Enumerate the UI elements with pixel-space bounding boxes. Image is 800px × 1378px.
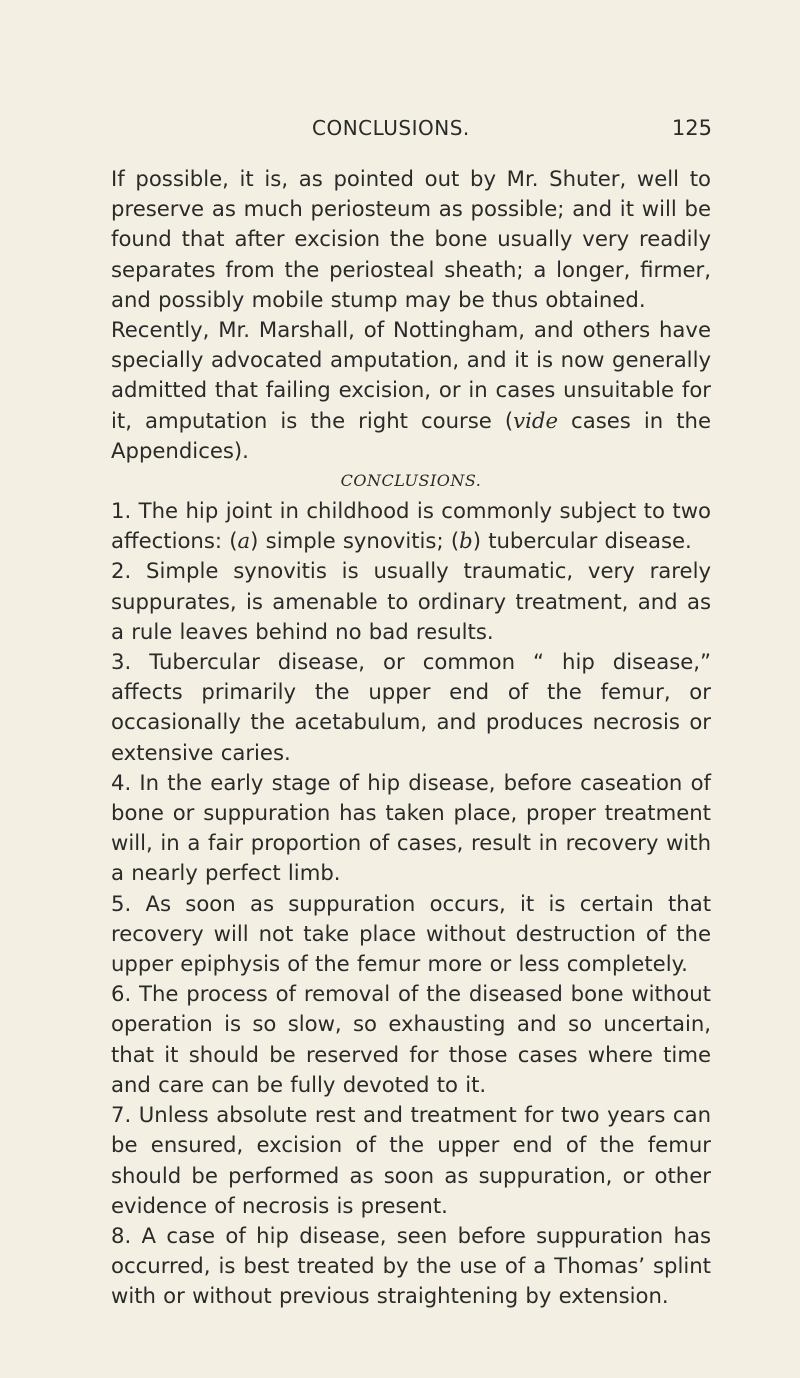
running-head: CONCLUSIONS.	[312, 116, 470, 140]
paragraph-amputation-text: Recently, Mr. Marshall, of Nottingham, and others have specially advocated amputation, and it is now generally admitted that failing excision, or in cases unsuitable for it, amputation is the right course (	[111, 317, 711, 433]
paragraph-periosteum: If possible, it is, as pointed out by Mr. Shuter, well to preserve as much periosteum as possible; and it will be found that after excision the bone usually very readily separates from the periosteal sheath; a longer, firmer, and possibly mobile stump may be thus obtained.	[111, 166, 711, 312]
conclusion-1-text: 1. The hip joint in childhood is commonly subject to two affections: (	[111, 498, 711, 554]
vide-italic: vide	[513, 407, 559, 433]
letter-b: b	[459, 528, 473, 554]
conclusion-3: 3. Tubercular disease, or common “ hip disease,” affects primarily the upper end of the femur, or occasionally the acetabulum, and produces necrosis or extensive caries.	[111, 649, 711, 765]
page-header	[112, 116, 712, 146]
paragraph-amputation-end: cases in the Appendices).	[111, 407, 711, 463]
paragraph-amputation	[111, 315, 711, 466]
conclusion-1-end: ) tubercular disease.	[472, 528, 692, 554]
conclusion-8: 8. A case of hip disease, seen before suppuration has occurred, is best treated by the use of a Thomas’ splint with or without previous straightening by extension.	[111, 1222, 711, 1309]
conclusion-6: 6. The process of removal of the diseased bone without operation is so slow, so exhausting and so uncertain, that it should be reserved for those cases where time and care can be fully devoted to it.	[111, 981, 711, 1097]
conclusion-1	[111, 496, 711, 556]
conclusion-1-mid: ) simple synovitis; (	[250, 528, 460, 554]
conclusion-2: 2. Simple synovitis is usually traumatic, very rarely suppurates, is amenable to ordinary treatment, and as a rule leaves behind no bad results.	[111, 558, 711, 644]
conclusion-5: 5. As soon as suppuration occurs, it is certain that recovery will not take place without destruction of the upper epiphysis of the femur more or less completely.	[111, 890, 711, 977]
section-title: CONCLUSIONS.	[340, 471, 482, 491]
page-body	[111, 164, 711, 1312]
page-number: 125	[671, 116, 712, 140]
letter-a: a	[237, 528, 251, 554]
conclusion-7: 7. Unless absolute rest and treatment for two years can be ensured, excision of the upper end of the femur should be performed as soon as suppuration, or other evidence of necrosis is present.	[111, 1102, 711, 1218]
conclusion-4: 4. In the early stage of hip disease, before caseation of bone or suppuration has taken place, proper treatment will, in a fair proportion of cases, result in recovery with a nearly perfect limb.	[111, 769, 711, 886]
